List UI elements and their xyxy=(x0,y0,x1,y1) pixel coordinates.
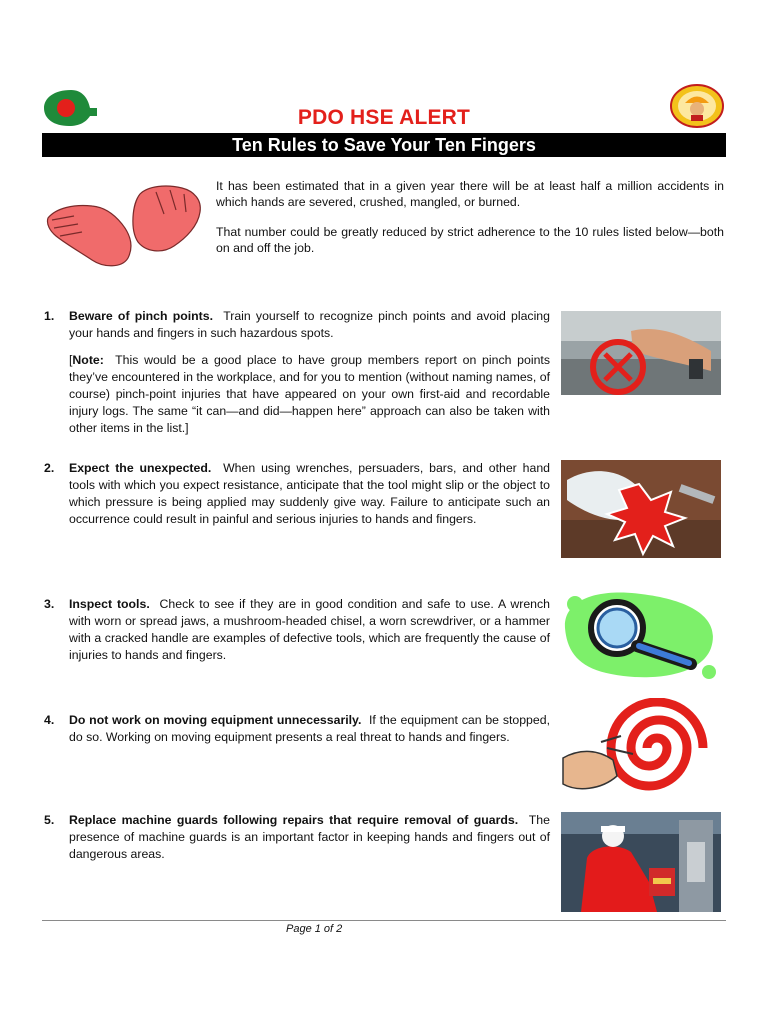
rule-2 xyxy=(44,460,550,538)
rule-text: Train yourself to recognize pinch points and avoid placing your hands and fingers in such hazardous spots. xyxy=(69,309,550,340)
intro-paragraph-2: That number could be greatly reduced by strict adherence to the 10 rules listed below—both on and off the job. xyxy=(216,225,724,255)
rule-heading: Beware of pinch points. xyxy=(69,309,214,323)
magnifying-glass-icon xyxy=(561,588,721,682)
note-text: This would be a good place to have group members report on pinch points they’ve encountered in the workplace, and for you to mention (without naming names, of course) pinch-point injuries that have appeared on your own first-aid and recordable injury logs. The same “it can—and did—happen here” approach can also be taken with other items in the list.] xyxy=(69,353,550,435)
rule-number: 3. xyxy=(44,597,55,611)
footer-divider xyxy=(42,920,726,921)
rule-5 xyxy=(44,812,550,873)
rule-number: 1. xyxy=(44,309,55,323)
machine-guard-worker-photo xyxy=(561,812,721,912)
rule-text: Check to see if they are in good condition and safe to use. A wrench with worn or spread jaws, a mushroom-headed chisel, a worn screwdriver, or a hammer with a cracked handle are examples of defective tools, which are frequently the cause of injuries to hands and fingers. xyxy=(69,597,550,662)
rule-number: 2. xyxy=(44,461,55,475)
note-label: Note: xyxy=(72,353,104,367)
intro-paragraph-1: It has been estimated that in a given year there will be at least half a million accidents in which hands are severed, crushed, mangled, or burned. xyxy=(216,179,724,209)
rule-text: If the equipment can be stopped, do so. Working on moving equipment presents a real threat to hands and fingers. xyxy=(69,713,550,744)
rule-1 xyxy=(44,308,550,447)
rule-4 xyxy=(44,712,550,756)
rule-heading: Inspect tools. xyxy=(69,597,150,611)
rule-text: The presence of machine guards is an important factor in keeping hands and fingers out of dangerous areas. xyxy=(69,813,550,861)
open-hands-illustration xyxy=(44,180,204,272)
rule-3 xyxy=(44,596,550,674)
rule-heading: Do not work on moving equipment unnecessarily. xyxy=(69,713,362,727)
intro-text xyxy=(216,178,724,270)
note-bracket: [ xyxy=(69,353,73,367)
tool-slip-photo xyxy=(561,460,721,558)
alert-title: PDO HSE ALERT xyxy=(297,106,471,129)
pinch-point-photo xyxy=(561,311,721,395)
rule-number: 5. xyxy=(44,813,55,827)
page-number: Page 1 of 2 xyxy=(286,923,343,935)
rule-text: When using wrenches, persuaders, bars, and other hand tools with which you expect resistance, anticipate that the tool might slip or the object to which pressure is being applied may suddenly give way. Failure to anticipate such an occurrence could result in painful and serious injuries to hands and fingers. xyxy=(69,461,551,526)
rule-heading: Expect the unexpected. xyxy=(69,461,212,475)
rule-heading: Replace machine guards following repairs that require removal of guards. xyxy=(69,813,519,827)
moving-equipment-spiral-icon xyxy=(561,698,721,796)
banner-title: Ten Rules to Save Your Ten Fingers xyxy=(42,133,726,157)
rule-number: 4. xyxy=(44,713,55,727)
